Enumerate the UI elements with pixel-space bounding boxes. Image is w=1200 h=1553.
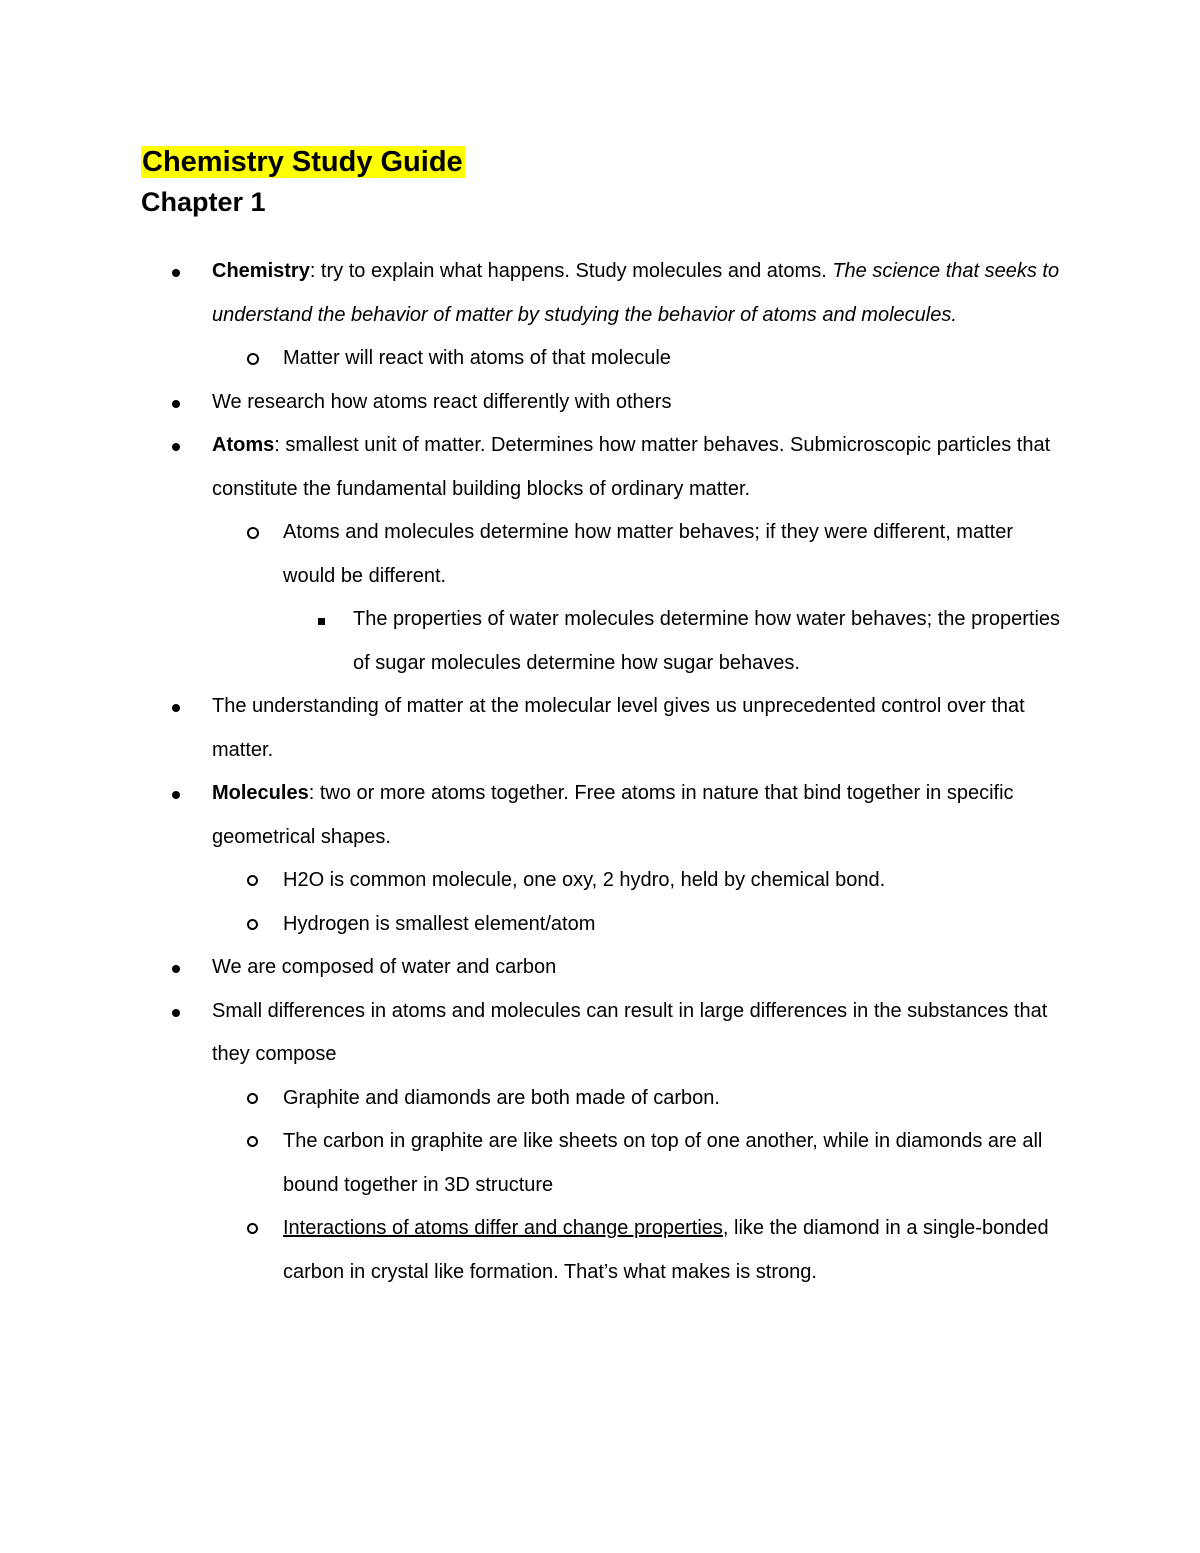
square-bullet-icon: [318, 598, 325, 642]
chapter-heading: [141, 184, 266, 220]
list-item-molecules: [0, 772, 1062, 859]
interactions-underlined: Interactions of atoms differ and change properties: [283, 1217, 723, 1239]
term-atoms: Atoms: [212, 434, 275, 456]
title-highlight: Chemistry Study Guide: [142, 146, 463, 178]
bullet-icon: [172, 685, 180, 729]
list-item-differences: [0, 990, 1062, 1077]
document-title: [141, 144, 465, 180]
list-item-understanding: [0, 685, 1062, 772]
molecules-text: two or more atoms together. Free atoms in nature that bind together in specific geometrical shapes.: [212, 782, 1014, 848]
list-item-atoms: [0, 424, 1062, 511]
graphite-sheets-text: The carbon in graphite are like sheets on top of one another, while in diamonds are all bound together in 3D structure: [283, 1130, 1043, 1196]
list-item-properties: [0, 598, 1063, 685]
hollow-bullet-icon: [247, 903, 258, 947]
matter-react-text: Matter will react with atoms of that molecule: [283, 347, 671, 369]
chemistry-text: try to explain what happens. Study molecules and atoms.: [315, 260, 833, 282]
list-item-interactions: [0, 1207, 1063, 1294]
research-text: We research how atoms react differently with others: [212, 390, 672, 413]
hollow-bullet-icon: [247, 1120, 258, 1164]
term-colon: :: [309, 260, 316, 282]
properties-text: The properties of water molecules determine how water behaves; the properties of sugar molecules determine how sugar behaves.: [353, 608, 1061, 674]
bullet-icon: [172, 990, 180, 1034]
hydrogen-text: Hydrogen is smallest element/atom: [283, 912, 596, 935]
list-item-composed: [0, 946, 1062, 990]
bullet-icon: [172, 946, 180, 990]
interactions-text: , like the diamond in a single-bonded carbon in crystal like formation. That’s what makes is strong.: [283, 1217, 1049, 1283]
bullet-icon: [172, 772, 180, 816]
hollow-bullet-icon: [247, 1077, 258, 1121]
bullet-icon: [172, 424, 180, 468]
notes-list: [0, 250, 1200, 1294]
list-item-research: [0, 381, 1062, 425]
term-molecules: Molecules: [212, 782, 309, 804]
composed-text: We are composed of water and carbon: [212, 956, 557, 978]
chapter-number: 1: [250, 187, 266, 217]
bullet-icon: [172, 381, 180, 425]
chapter-word: Chapter: [141, 187, 244, 217]
hollow-bullet-icon: [247, 337, 259, 382]
hollow-bullet-icon: [247, 1207, 258, 1251]
term-chemistry: Chemistry: [212, 260, 310, 282]
list-item-graphite-diamonds: [0, 1077, 1063, 1121]
graphite-diamonds-text: Graphite and diamonds are both made of carbon.: [283, 1086, 720, 1109]
understanding-text: The understanding of matter at the molecular level gives us unprecedented control over that matter.: [212, 695, 1025, 761]
bullet-icon: [172, 250, 180, 294]
list-item-h2o: [0, 859, 1063, 903]
hollow-bullet-icon: [247, 511, 259, 556]
chemistry-definition: The science that seeks to understand the behavior of matter by studying the behavior of atoms and molecules.: [212, 260, 1060, 326]
list-item-graphite-sheets: [0, 1120, 1063, 1207]
list-item-chemistry: [0, 250, 1062, 337]
atoms-determine-text: Atoms and molecules determine how matter behaves; if they were different, matter would be different.: [283, 521, 1013, 587]
list-item-atoms-determine: [0, 511, 1063, 598]
list-item-matter-react: [0, 337, 1063, 381]
h2o-text: H2O is common molecule, one oxy, 2 hydro, held by chemical bond.: [283, 869, 886, 891]
term-colon: :: [308, 782, 315, 804]
list-item-hydrogen: [0, 903, 1063, 947]
differences-text: Small differences in atoms and molecules can result in large differences in the substances that they compose: [212, 999, 1048, 1065]
hollow-bullet-icon: [247, 859, 258, 903]
atoms-text: smallest unit of matter. Determines how matter behaves. Submicroscopic particles that constitute the fundamental building blocks of ordinary matter.: [212, 434, 1051, 500]
term-colon: :: [274, 434, 280, 456]
